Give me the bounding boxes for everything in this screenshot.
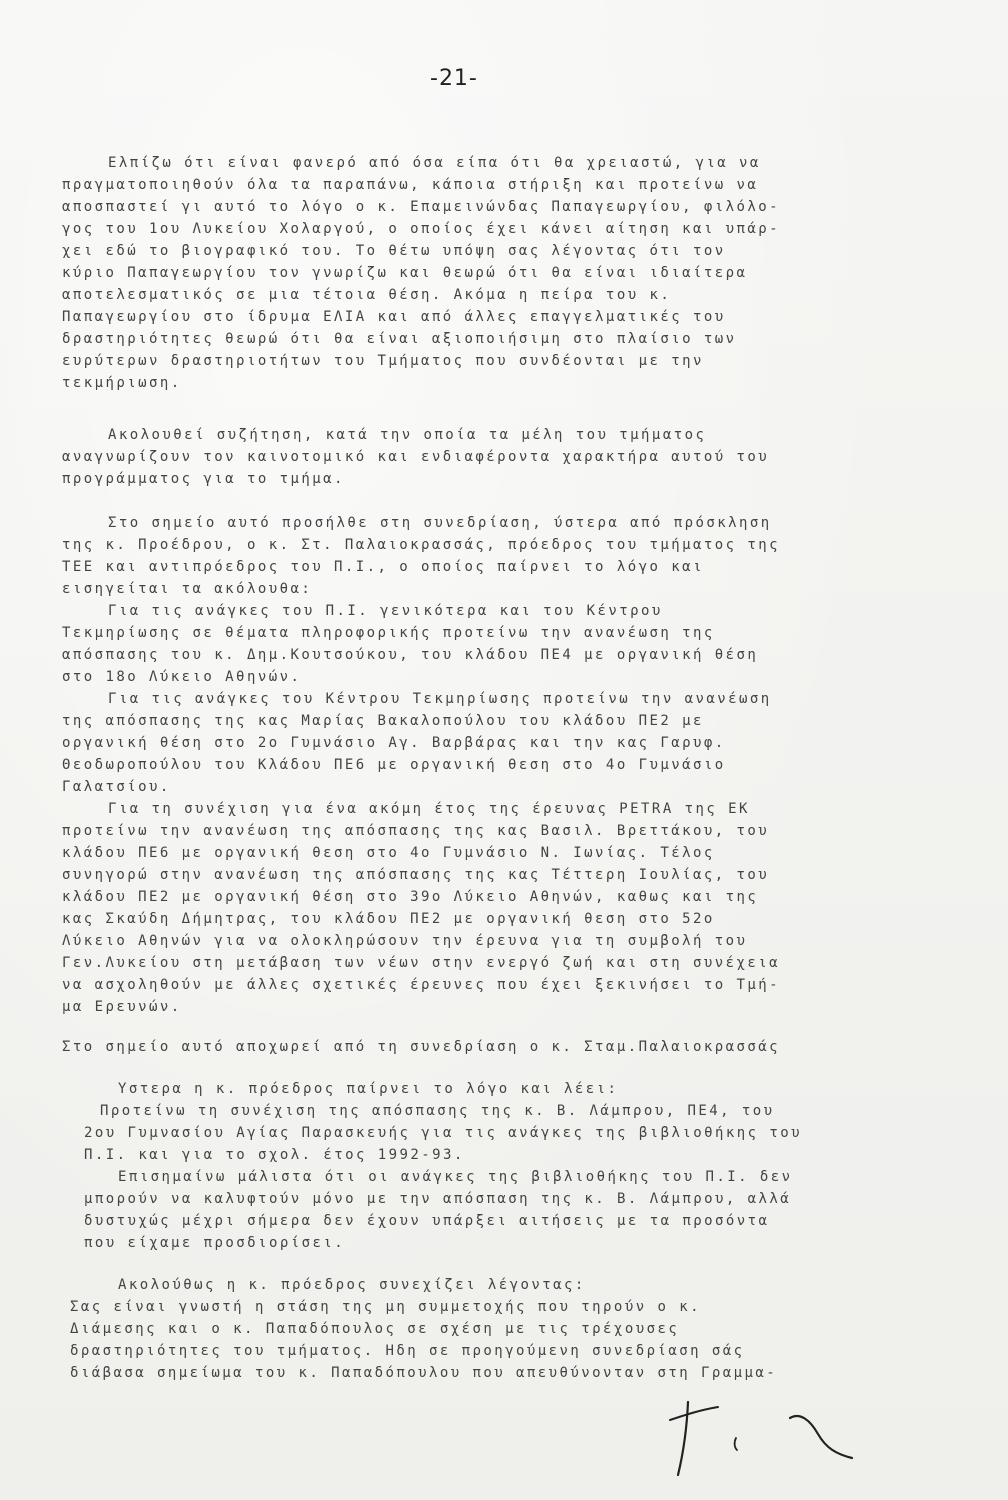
text-line: Γαλατσίου. [62, 779, 171, 795]
text-line: κας Σκαύδη Δήμητρας, του κλάδου ΠΕ2 με οργανική θεση στο 52ο [62, 911, 715, 927]
text-line: δραστηριότητες θεωρώ ότι θα είναι αξιοποιήσιμη στο πλαίσιο των [62, 331, 737, 347]
text-line: χει εδώ το βιογραφικό του. Το θέτω υπόψη σας λέγοντας ότι τον [62, 243, 726, 259]
text-line: γος του 1ου Λυκείου Χολαργού, ο οποίος έχει κάνει αίτηση και υπάρ- [62, 221, 780, 237]
text-line: Για τη συνέχιση για ένα ακόμη έτος της έρευνας PETRA της ΕΚ [108, 801, 750, 817]
text-line: δραστηριότητες του τμήματος. Ηδη σε προηγούμενη συνεδρίαση σάς [70, 1343, 745, 1359]
text-line: Γεν.Λυκείου στη μετάβαση των νέων στην ενεργό ζωή και στη συνέχεια [62, 955, 780, 971]
text-line: συνηγορώ στην ανανέωση της απόσπασης της κας Τέττερη Ιουλίας, του [62, 867, 770, 883]
text-line: τεκμήριωση. [62, 375, 182, 391]
text-line: της απόσπασης της κας Μαρίας Βακαλοπούλου του κλάδου ΠΕ2 με [62, 713, 704, 729]
text-line: δυστυχώς μέχρι σήμερα δεν έχουν υπάρξει αιτήσεις με τα προσόντα [84, 1213, 770, 1229]
text-line: Ακολουθεί συζήτηση, κατά την οποία τα μέλη του τμήματος [108, 427, 707, 443]
text-line: Στο σημείο αυτό προσήλθε στη συνεδρίαση, ύστερα από πρόσκληση [108, 515, 772, 531]
text-line: Θεοδωροπούλου του Κλάδου ΠΕ6 με οργανική θεση στο 4ο Γυμνάσιο [62, 757, 726, 773]
text-line: Επισημαίνω μάλιστα ότι οι ανάγκες της βιβλιοθήκης του Π.Ι. δεν [118, 1169, 793, 1185]
text-line: Λύκειο Αθηνών για να ολοκληρώσουν την έρευνα για τη συμβολή του [62, 933, 748, 949]
text-line: απόσπασης του κ. Δημ.Κουτσούκου, του κλάδου ΠΕ4 με οργανική θέση [62, 647, 759, 663]
text-line: Ακολούθως η κ. πρόεδρος συνεχίζει λέγοντας: [118, 1277, 586, 1293]
text-line: μπορούν να καλυφτούν μόνο με την απόσπαση της κ. Β. Λάμπρου, αλλά [84, 1191, 792, 1207]
text-line: εισηγείται τα ακόλουθα: [62, 581, 313, 597]
text-line: Π.Ι. και για το σχολ. έτος 1992-93. [84, 1147, 465, 1163]
text-line: κλάδου ΠΕ2 με οργανική θέση στο 39ο Λύκειο Αθηνών, καθως και της [62, 889, 759, 905]
text-line: μα Ερευνών. [62, 999, 182, 1015]
text-line: αποσπαστεί γι αυτό το λόγο ο κ. Επαμεινώνδας Παπαγεωργίου, φιλόλο- [62, 199, 780, 215]
text-line: Παπαγεωργίου στο ίδρυμα ΕΛΙΑ και από άλλες επαγγελματικές του [62, 309, 726, 325]
text-line: 2ου Γυμνασίου Αγίας Παρασκευής για τις ανάγκες της βιβλιοθήκης του [84, 1125, 802, 1141]
text-line: που είχαμε προσδιορίσει. [84, 1235, 346, 1251]
text-line: οργανική θέση στο 2ο Γυμνάσιο Αγ. Βαρβάρας και την κας Γαρυφ. [62, 735, 726, 751]
text-line: Τεκμηρίωσης σε θέματα πληροφορικής προτείνω την ανανέωση της [62, 625, 715, 641]
text-line: αναγνωρίζουν τον καινοτομικό και ενδιαφέροντα χαρακτήρα αυτού του [62, 449, 770, 465]
text-line: προτείνω την ανανέωση της απόσπασης της κας Βασιλ. Βρεττάκου, του [62, 823, 770, 839]
text-line: ΤΕΕ και αντιπρόεδρος του Π.Ι., ο οποίος παίρνει το λόγο και [62, 559, 704, 575]
text-line: διάβασα σημείωμα του κ. Παπαδόπουλου που απευθύνονταν στη Γραμμα- [70, 1365, 778, 1381]
text-line: Για τις ανάγκες του Π.Ι. γενικότερα και του Κέντρου [108, 603, 663, 619]
page-number: -21- [430, 66, 478, 91]
handwritten-signature [640, 1380, 870, 1480]
text-line: της κ. Προέδρου, ο κ. Στ. Παλαιοκρασσάς, πρόεδρος του τμήματος της [62, 537, 780, 553]
text-line: να ασχοληθούν με άλλες σχετικές έρευνες που έχει ξεκινήσει το Τμή- [62, 977, 780, 993]
text-line: προγράμματος για το τμήμα. [62, 471, 345, 487]
text-line: Σας είναι γνωστή η στάση της μη συμμετοχής που τηρούν ο κ. [70, 1299, 701, 1315]
text-line: στο 18ο Λύκειο Αθηνών. [62, 669, 302, 685]
text-line: Υστερα η κ. πρόεδρος παίρνει το λόγο και λέει: [118, 1081, 619, 1097]
text-line: κύριο Παπαγεωργίου τον γνωρίζω και θεωρώ ότι θα είναι ιδιαίτερα [62, 265, 748, 281]
text-line: πραγματοποιηθούν όλα τα παραπάνω, κάποια στήριξη και προτείνω να [62, 177, 759, 193]
text-line: Ελπίζω ότι είναι φανερό από όσα είπα ότι θα χρειαστώ, για να [108, 155, 761, 171]
text-line: Προτείνω τη συνέχιση της απόσπασης της κ. Β. Λάμπρου, ΠΕ4, του [100, 1103, 775, 1119]
text-line: κλάδου ΠΕ6 με οργανική θεση στο 4ο Γυμνάσιο Ν. Ιωνίας. Τέλος [62, 845, 715, 861]
text-line: Στο σημείο αυτό αποχωρεί από τη συνεδρίαση ο κ. Σταμ.Παλαιοκρασσάς [62, 1039, 780, 1055]
text-line: Διάμεσης και ο κ. Παπαδόπουλος σε σχέση με τις τρέχουσες [70, 1321, 680, 1337]
text-line: ευρύτερων δραστηριοτήτων του Τμήματος που συνδέονται με την [62, 353, 704, 369]
text-line: αποτελεσματικός σε μια τέτοια θέση. Ακόμα η πείρα του κ. [62, 287, 672, 303]
text-line: Για τις ανάγκες του Κέντρου Τεκμηρίωσης προτείνω την ανανέωση [108, 691, 772, 707]
